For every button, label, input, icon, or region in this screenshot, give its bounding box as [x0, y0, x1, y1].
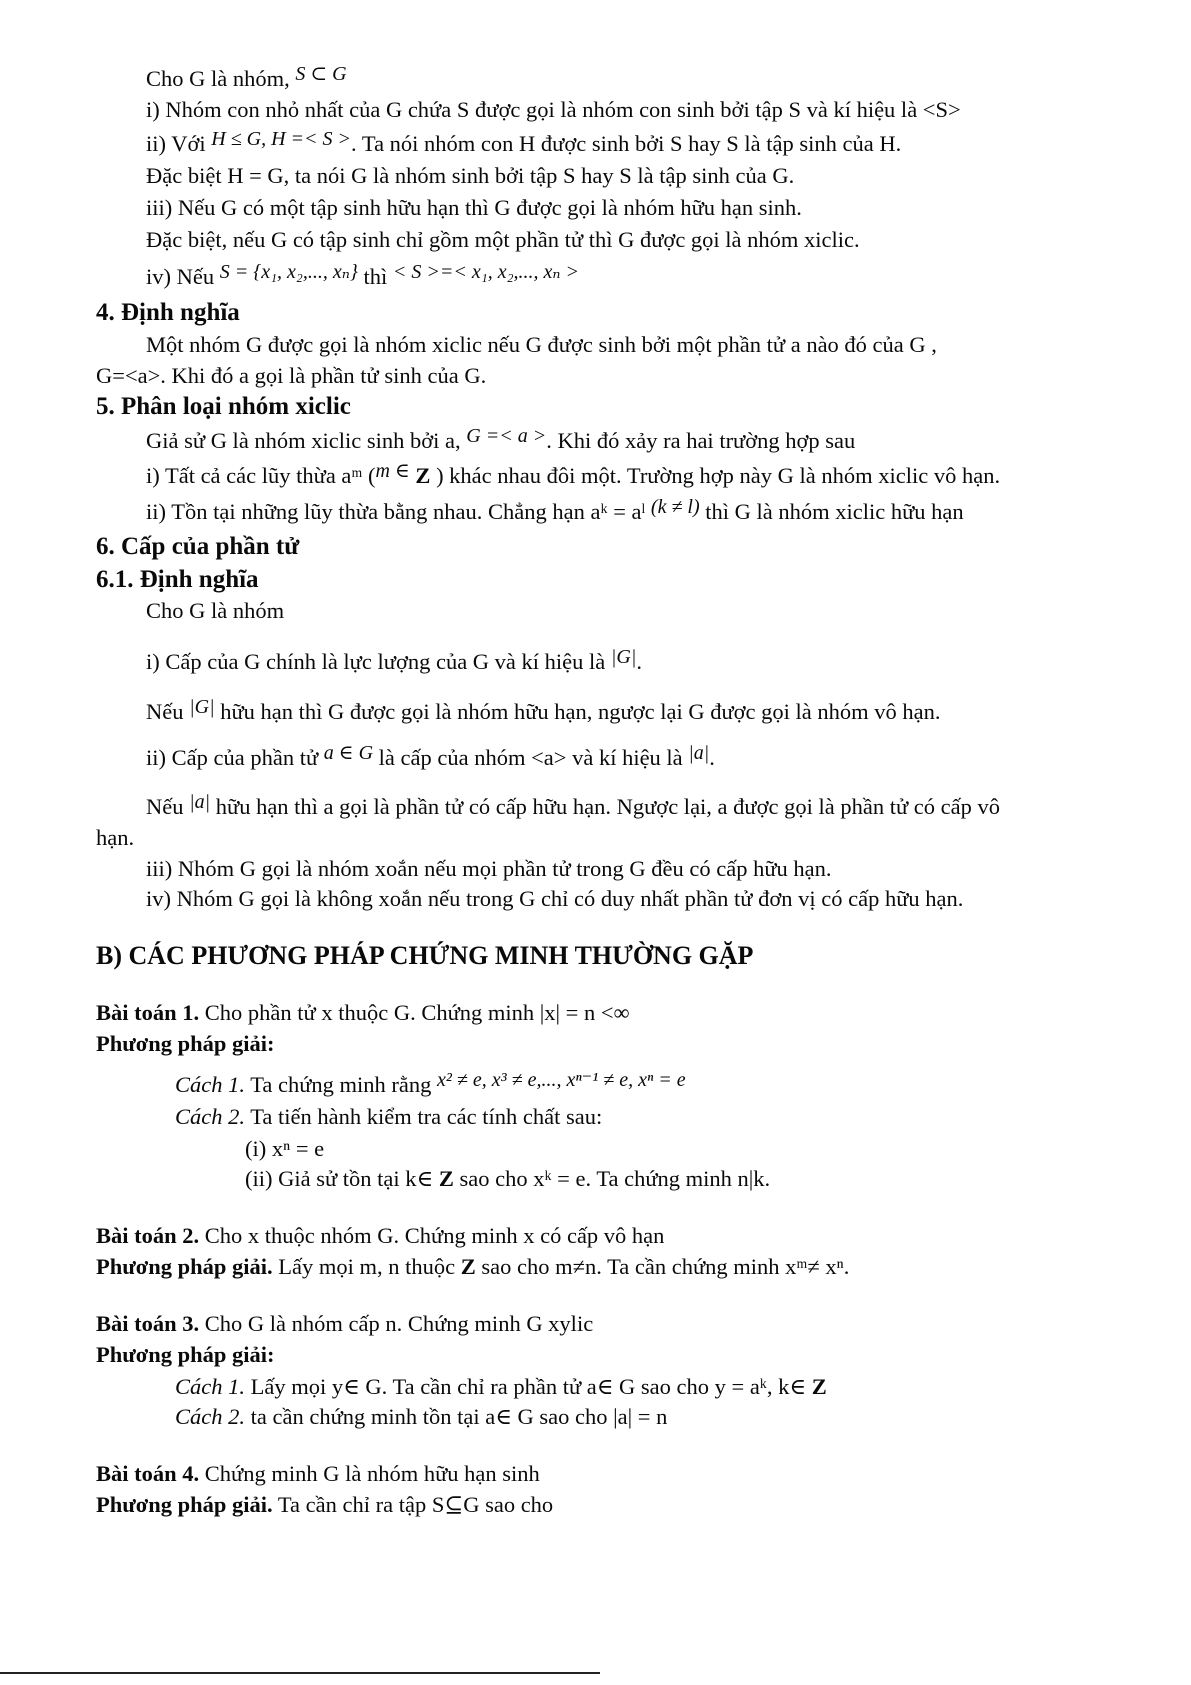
- bt1-i2-z: Z: [438, 1166, 454, 1191]
- sec6-p4-mid: là cấp của nhóm <a> và kí hiệu là: [378, 745, 683, 770]
- intro-line-5: iii) Nếu G có một tập sinh hữu hạn thì G được gọi là nhóm hữu hạn sinh.: [146, 195, 802, 220]
- intro-l3-post: . Ta nói nhóm con H được sinh bởi S hay S là tập sinh của H.: [351, 131, 902, 156]
- sec6-p5: [146, 792, 1000, 823]
- sec5-p1: [146, 426, 855, 457]
- sec6-p4-math2: |a|: [688, 742, 710, 764]
- bt1-i2-post: sao cho xᵏ = e. Ta chứng minh n|k.: [459, 1166, 771, 1191]
- bt4-method-label: Phương pháp giải.: [96, 1492, 273, 1517]
- intro-l7-math2: < S >=< x₁, x₂,..., xₙ >: [392, 261, 580, 283]
- sec5-p3-math: (k ≠ l): [650, 496, 700, 518]
- bt2-text: Cho x thuộc nhóm G. Chứng minh x có cấp vô hạn: [204, 1223, 665, 1248]
- sec6-p4: [146, 743, 715, 774]
- bt1-c2-label: Cách 2.: [175, 1104, 245, 1129]
- bt3-c1-text: Lấy mọi y∈ G. Ta cần chỉ ra phần tử a∈ G sao cho y = aᵏ, k∈: [250, 1374, 807, 1399]
- bt4-m-text: Ta cần chỉ ra tập S⊆G sao cho: [277, 1492, 554, 1517]
- bt1-c1: [175, 1070, 686, 1101]
- intro-line-3: [146, 129, 901, 160]
- bt1-c1-text: Ta chứng minh rằng: [250, 1072, 432, 1097]
- sec6-p2: [146, 647, 642, 678]
- bt4-statement: [96, 1459, 540, 1489]
- bt1-label: Bài toán 1.: [96, 1000, 200, 1025]
- bt3-label: Bài toán 3.: [96, 1311, 200, 1336]
- intro-l1-text: Cho G là nhóm,: [146, 66, 290, 91]
- sec6-p4-pre: ii) Cấp của phần tử: [146, 745, 319, 770]
- bt1-i2: [245, 1164, 770, 1194]
- sec4-title: 4. Định nghĩa: [96, 299, 240, 326]
- intro-l7-mid: thì: [363, 264, 388, 289]
- sec5-p2-post: ) khác nhau đôi một. Trường hợp này G là nhóm xiclic vô hạn.: [436, 463, 1001, 488]
- bt1-statement: [96, 998, 630, 1028]
- bt1-method: Phương pháp giải:: [96, 1031, 275, 1056]
- sec4-p2: G=<a>. Khi đó a gọi là phần tử sinh của G.: [96, 363, 487, 388]
- sec6-p6: hạn.: [96, 825, 135, 850]
- intro-line-2: i) Nhóm con nhỏ nhất của G chứa S được gọi là nhóm con sinh bởi tập S và kí hiệu là <S>: [146, 97, 961, 122]
- bt3-c1-z: Z: [811, 1374, 827, 1399]
- bt2-method: [96, 1252, 849, 1282]
- bt3-text: Cho G là nhóm cấp n. Chứng minh G xylic: [204, 1311, 594, 1336]
- sec5-p1-post: . Khi đó xảy ra hai trường hợp sau: [546, 428, 856, 453]
- footer-rule: [0, 1672, 600, 1674]
- sec5-p2-z: Z: [415, 463, 431, 488]
- sec6-p7: iii) Nhóm G gọi là nhóm xoắn nếu mọi phần tử trong G đều có cấp hữu hạn.: [146, 856, 832, 881]
- sec5-p3-post: thì G là nhóm xiclic hữu hạn: [705, 499, 964, 524]
- intro-line-1: [146, 64, 347, 95]
- bt3-c1-label: Cách 1.: [175, 1374, 245, 1399]
- bt1-text: Cho phần tử x thuộc G. Chứng minh |x| = n <∞: [204, 1000, 630, 1025]
- sec6-p4-math: a ∈ G: [323, 742, 374, 764]
- intro-l7-pre: iv) Nếu: [146, 264, 215, 289]
- bt3-c2-label: Cách 2.: [175, 1404, 245, 1429]
- bt4-label: Bài toán 4.: [96, 1461, 200, 1486]
- sec5-p2-math: m ∈: [375, 460, 410, 482]
- bt2-m-z: Z: [460, 1254, 476, 1279]
- bt1-i2-pre: (ii) Giả sử tồn tại k∈: [245, 1166, 434, 1191]
- intro-l7-math1: S = {x₁, x₂,..., xₙ}: [219, 261, 358, 283]
- bt3-c1: [175, 1372, 827, 1402]
- sec6-p3: [146, 697, 941, 728]
- sec6-subtitle: 6.1. Định nghĩa: [96, 566, 259, 593]
- sec6-p8: iv) Nhóm G gọi là không xoắn nếu trong G chỉ có duy nhất phần tử đơn vị có cấp hữu hạn.: [146, 886, 964, 911]
- sec5-p2: [146, 461, 1000, 492]
- bt3-statement: [96, 1309, 593, 1339]
- intro-line-7: [146, 262, 579, 293]
- sec5-p1-pre: Giả sử G là nhóm xiclic sinh bởi a,: [146, 428, 461, 453]
- intro-l1-math: S ⊂ G: [295, 63, 347, 85]
- sec6-title: 6. Cấp của phần tử: [96, 533, 300, 560]
- bt1-c1-math: x² ≠ e, x³ ≠ e,..., xⁿ⁻¹ ≠ e, xⁿ = e: [437, 1069, 686, 1091]
- intro-line-6: Đặc biệt, nếu G có tập sinh chỉ gồm một phần tử thì G được gọi là nhóm xiclic.: [146, 227, 860, 252]
- intro-line-4: Đặc biệt H = G, ta nói G là nhóm sinh bởi tập S hay S là tập sinh của G.: [146, 163, 795, 188]
- bt3-c2: [175, 1402, 667, 1432]
- sec5-title: 5. Phân loại nhóm xiclic: [96, 393, 351, 420]
- sec6-p2-post: .: [636, 649, 642, 674]
- sec6-p3-post: hữu hạn thì G được gọi là nhóm hữu hạn, ngược lại G được gọi là nhóm vô hạn.: [220, 699, 941, 724]
- bt1-c2: [175, 1102, 602, 1132]
- sec6-p3-pre: Nếu: [146, 699, 184, 724]
- sec6-p1: Cho G là nhóm: [146, 598, 285, 623]
- bt2-label: Bài toán 2.: [96, 1223, 200, 1248]
- bt3-method: Phương pháp giải:: [96, 1342, 275, 1367]
- sec6-p5-pre: Nếu: [146, 794, 184, 819]
- bt3-c2-text: ta cần chứng minh tồn tại a∈ G sao cho |a| = n: [250, 1404, 668, 1429]
- sec6-p5-post: hữu hạn thì a gọi là phần tử có cấp hữu hạn. Ngược lại, a được gọi là phần tử có cấp vô: [215, 794, 1000, 819]
- bt4-text: Chứng minh G là nhóm hữu hạn sinh: [204, 1461, 540, 1486]
- sec4-p1: Một nhóm G được gọi là nhóm xiclic nếu G được sinh bởi một phần tử a nào đó của G ,: [146, 332, 937, 357]
- bt2-method-label: Phương pháp giải.: [96, 1254, 273, 1279]
- bt1-i1: (i) xⁿ = e: [245, 1136, 325, 1161]
- sec6-p5-math: |a|: [189, 791, 211, 813]
- sec6-p2-pre: i) Cấp của G chính là lực lượng của G và kí hiệu là: [146, 649, 606, 674]
- intro-l3-math: H ≤ G, H =< S >: [211, 128, 352, 150]
- bt1-c2-text: Ta tiến hành kiểm tra các tính chất sau:: [250, 1104, 603, 1129]
- sec5-p3-pre: ii) Tồn tại những lũy thừa bằng nhau. Chẳng hạn aᵏ = aˡ: [146, 499, 646, 524]
- sec5-p2-pre: i) Tất cả các lũy thừa aᵐ (: [146, 463, 376, 488]
- intro-l3-pre: ii) Với: [146, 131, 206, 156]
- sec6-p4-post: .: [709, 745, 715, 770]
- sec6-p2-math: |G|: [610, 646, 637, 668]
- bt1-c1-label: Cách 1.: [175, 1072, 245, 1097]
- sec5-p1-math: G =< a >: [466, 425, 547, 447]
- bt2-m-post: sao cho m≠n. Ta cần chứng minh xᵐ≠ xⁿ.: [481, 1254, 850, 1279]
- bt2-statement: [96, 1221, 664, 1251]
- bt2-m-pre: Lấy mọi m, n thuộc: [278, 1254, 456, 1279]
- secB-title: B) CÁC PHƯƠNG PHÁP CHỨNG MINH THƯỜNG GẶP: [96, 941, 754, 970]
- bt4-method: [96, 1490, 553, 1520]
- sec5-p3: [146, 497, 964, 528]
- sec6-p3-math: |G|: [189, 696, 215, 718]
